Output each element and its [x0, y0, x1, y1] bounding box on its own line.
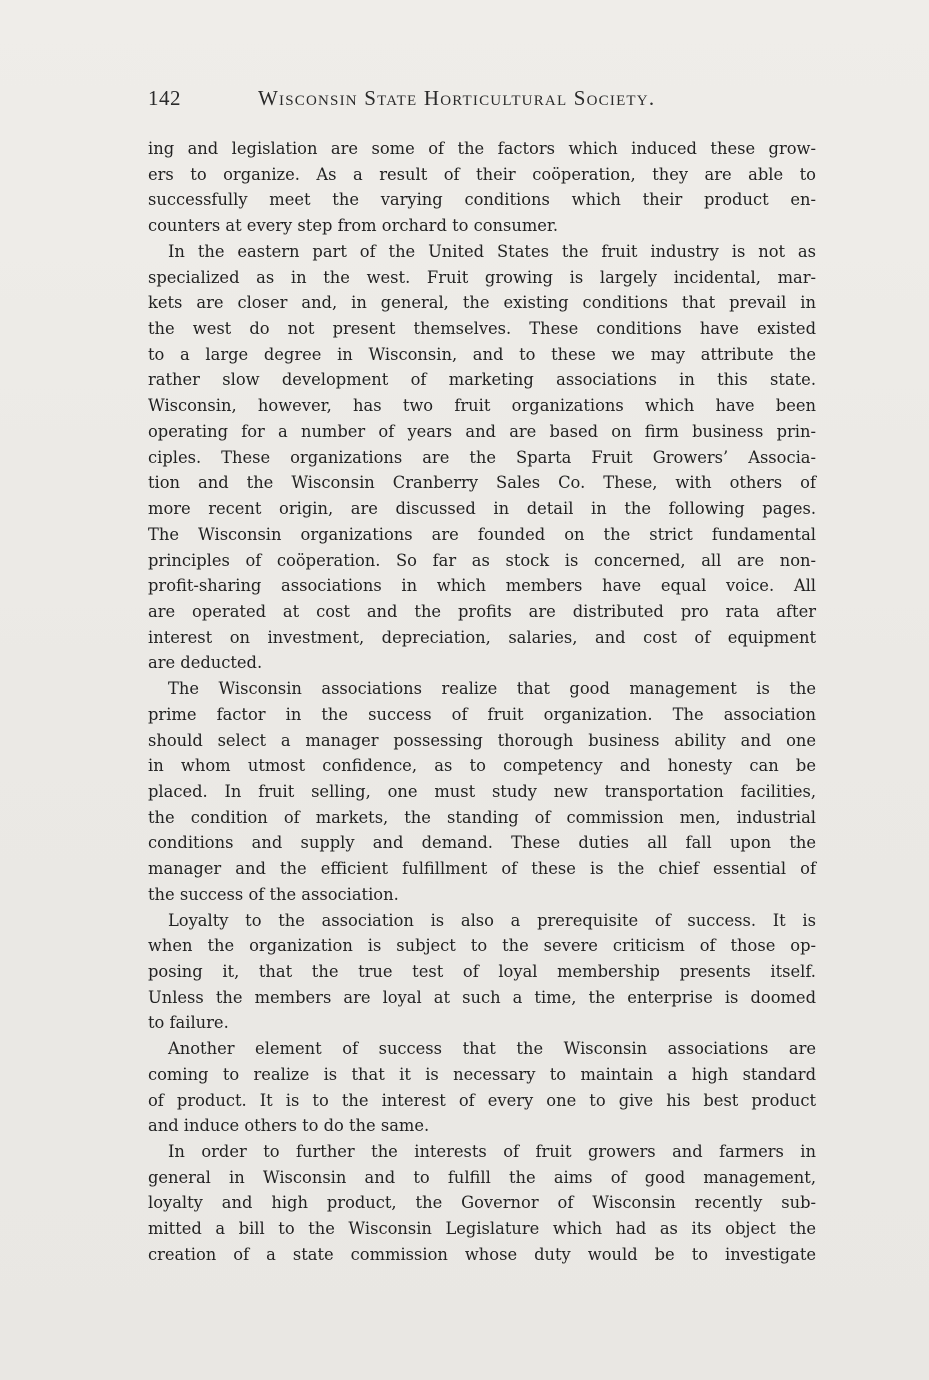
text-line: The Wisconsin organizations are founded on the strict fundamental	[148, 524, 816, 544]
text-line: interest on investment, depreciation, salaries, and cost of equipment	[148, 627, 816, 647]
text-line: kets are closer and, in general, the existing conditions that prevail in	[148, 293, 816, 313]
text-line: of product. It is to the interest of every one to give his best product	[148, 1090, 816, 1110]
text-line: are deducted.	[148, 653, 263, 673]
text-line: more recent origin, are discussed in detail in the following pages.	[148, 499, 816, 519]
text-line: successfully meet the varying conditions which their product en-	[148, 190, 816, 210]
text-line: mitted a bill to the Wisconsin Legislature which had as its object the	[148, 1219, 816, 1239]
text-line: posing it, that the true test of loyal membership presents itself.	[148, 962, 816, 981]
text-line: operating for a number of years and are based on firm business prin-	[148, 421, 816, 441]
running-title: Wisconsin State Horticultural Society.	[258, 86, 656, 110]
text-line: the success of the association.	[148, 884, 399, 904]
text-line: to a large degree in Wisconsin, and to these we may attribute the	[148, 344, 816, 364]
text-line: ing and legislation are some of the factors which induced these grow-	[148, 139, 816, 158]
body-text	[148, 136, 816, 1268]
page-number: 142	[148, 86, 181, 110]
text-line: placed. In fruit selling, one must study new transportation facilities,	[148, 781, 816, 801]
text-line: In order to further the interests of fruit growers and farmers in	[168, 1142, 816, 1162]
text-line: coming to realize is that it is necessary to maintain a high standard	[148, 1064, 816, 1084]
text-line: are operated at cost and the profits are distributed pro rata after	[148, 601, 816, 621]
text-line: rather slow development of marketing associations in this state.	[148, 370, 816, 390]
text-line: The Wisconsin associations realize that good management is the	[168, 679, 816, 699]
text-line: In the eastern part of the United States the fruit industry is not as	[168, 241, 816, 261]
text-line: tion and the Wisconsin Cranberry Sales Co. These, with others of	[148, 473, 816, 493]
text-line: Loyalty to the association is also a prerequisite of success. It is	[168, 910, 816, 930]
text-line: general in Wisconsin and to fulfill the aims of good management,	[148, 1167, 816, 1187]
text-line: the condition of markets, the standing of commission men, industrial	[148, 807, 816, 827]
text-line: specialized as in the west. Fruit growing is largely incidental, mar-	[148, 267, 816, 287]
text-line: to failure.	[148, 1013, 229, 1033]
text-line: prime factor in the success of fruit organization. The association	[148, 704, 816, 724]
text-line: the west do not present themselves. These conditions have existed	[148, 319, 816, 339]
text-line: creation of a state commission whose duty would be to investigate	[148, 1244, 816, 1264]
text-line: loyalty and high product, the Governor of Wisconsin recently sub-	[148, 1193, 816, 1213]
text-line: ers to organize. As a result of their coöperation, they are able to	[148, 164, 816, 184]
text-line: manager and the efficient fulfillment of these is the chief essential of	[148, 859, 816, 879]
text-line: Wisconsin, however, has two fruit organizations which have been	[148, 396, 816, 416]
text-line: Another element of success that the Wisconsin associations are	[168, 1039, 816, 1059]
text-line: profit-sharing associations in which members have equal voice. All	[148, 576, 816, 596]
text-line: in whom utmost confidence, as to competency and honesty can be	[148, 756, 816, 776]
text-line: conditions and supply and demand. These duties all fall upon the	[148, 833, 816, 853]
page-header	[148, 86, 816, 116]
text-line: Unless the members are loyal at such a time, the enterprise is doomed	[148, 987, 816, 1007]
text-line: ciples. These organizations are the Sparta Fruit Growers’ Associa-	[148, 447, 816, 467]
text-line: counters at every step from orchard to consumer.	[148, 216, 559, 236]
text-line: principles of coöperation. So far as stock is concerned, all are non-	[148, 550, 816, 570]
text-line: when the organization is subject to the severe criticism of those op-	[148, 936, 816, 956]
text-line: and induce others to do the same.	[148, 1116, 430, 1136]
text-line: should select a manager possessing thorough business ability and one	[148, 730, 816, 750]
